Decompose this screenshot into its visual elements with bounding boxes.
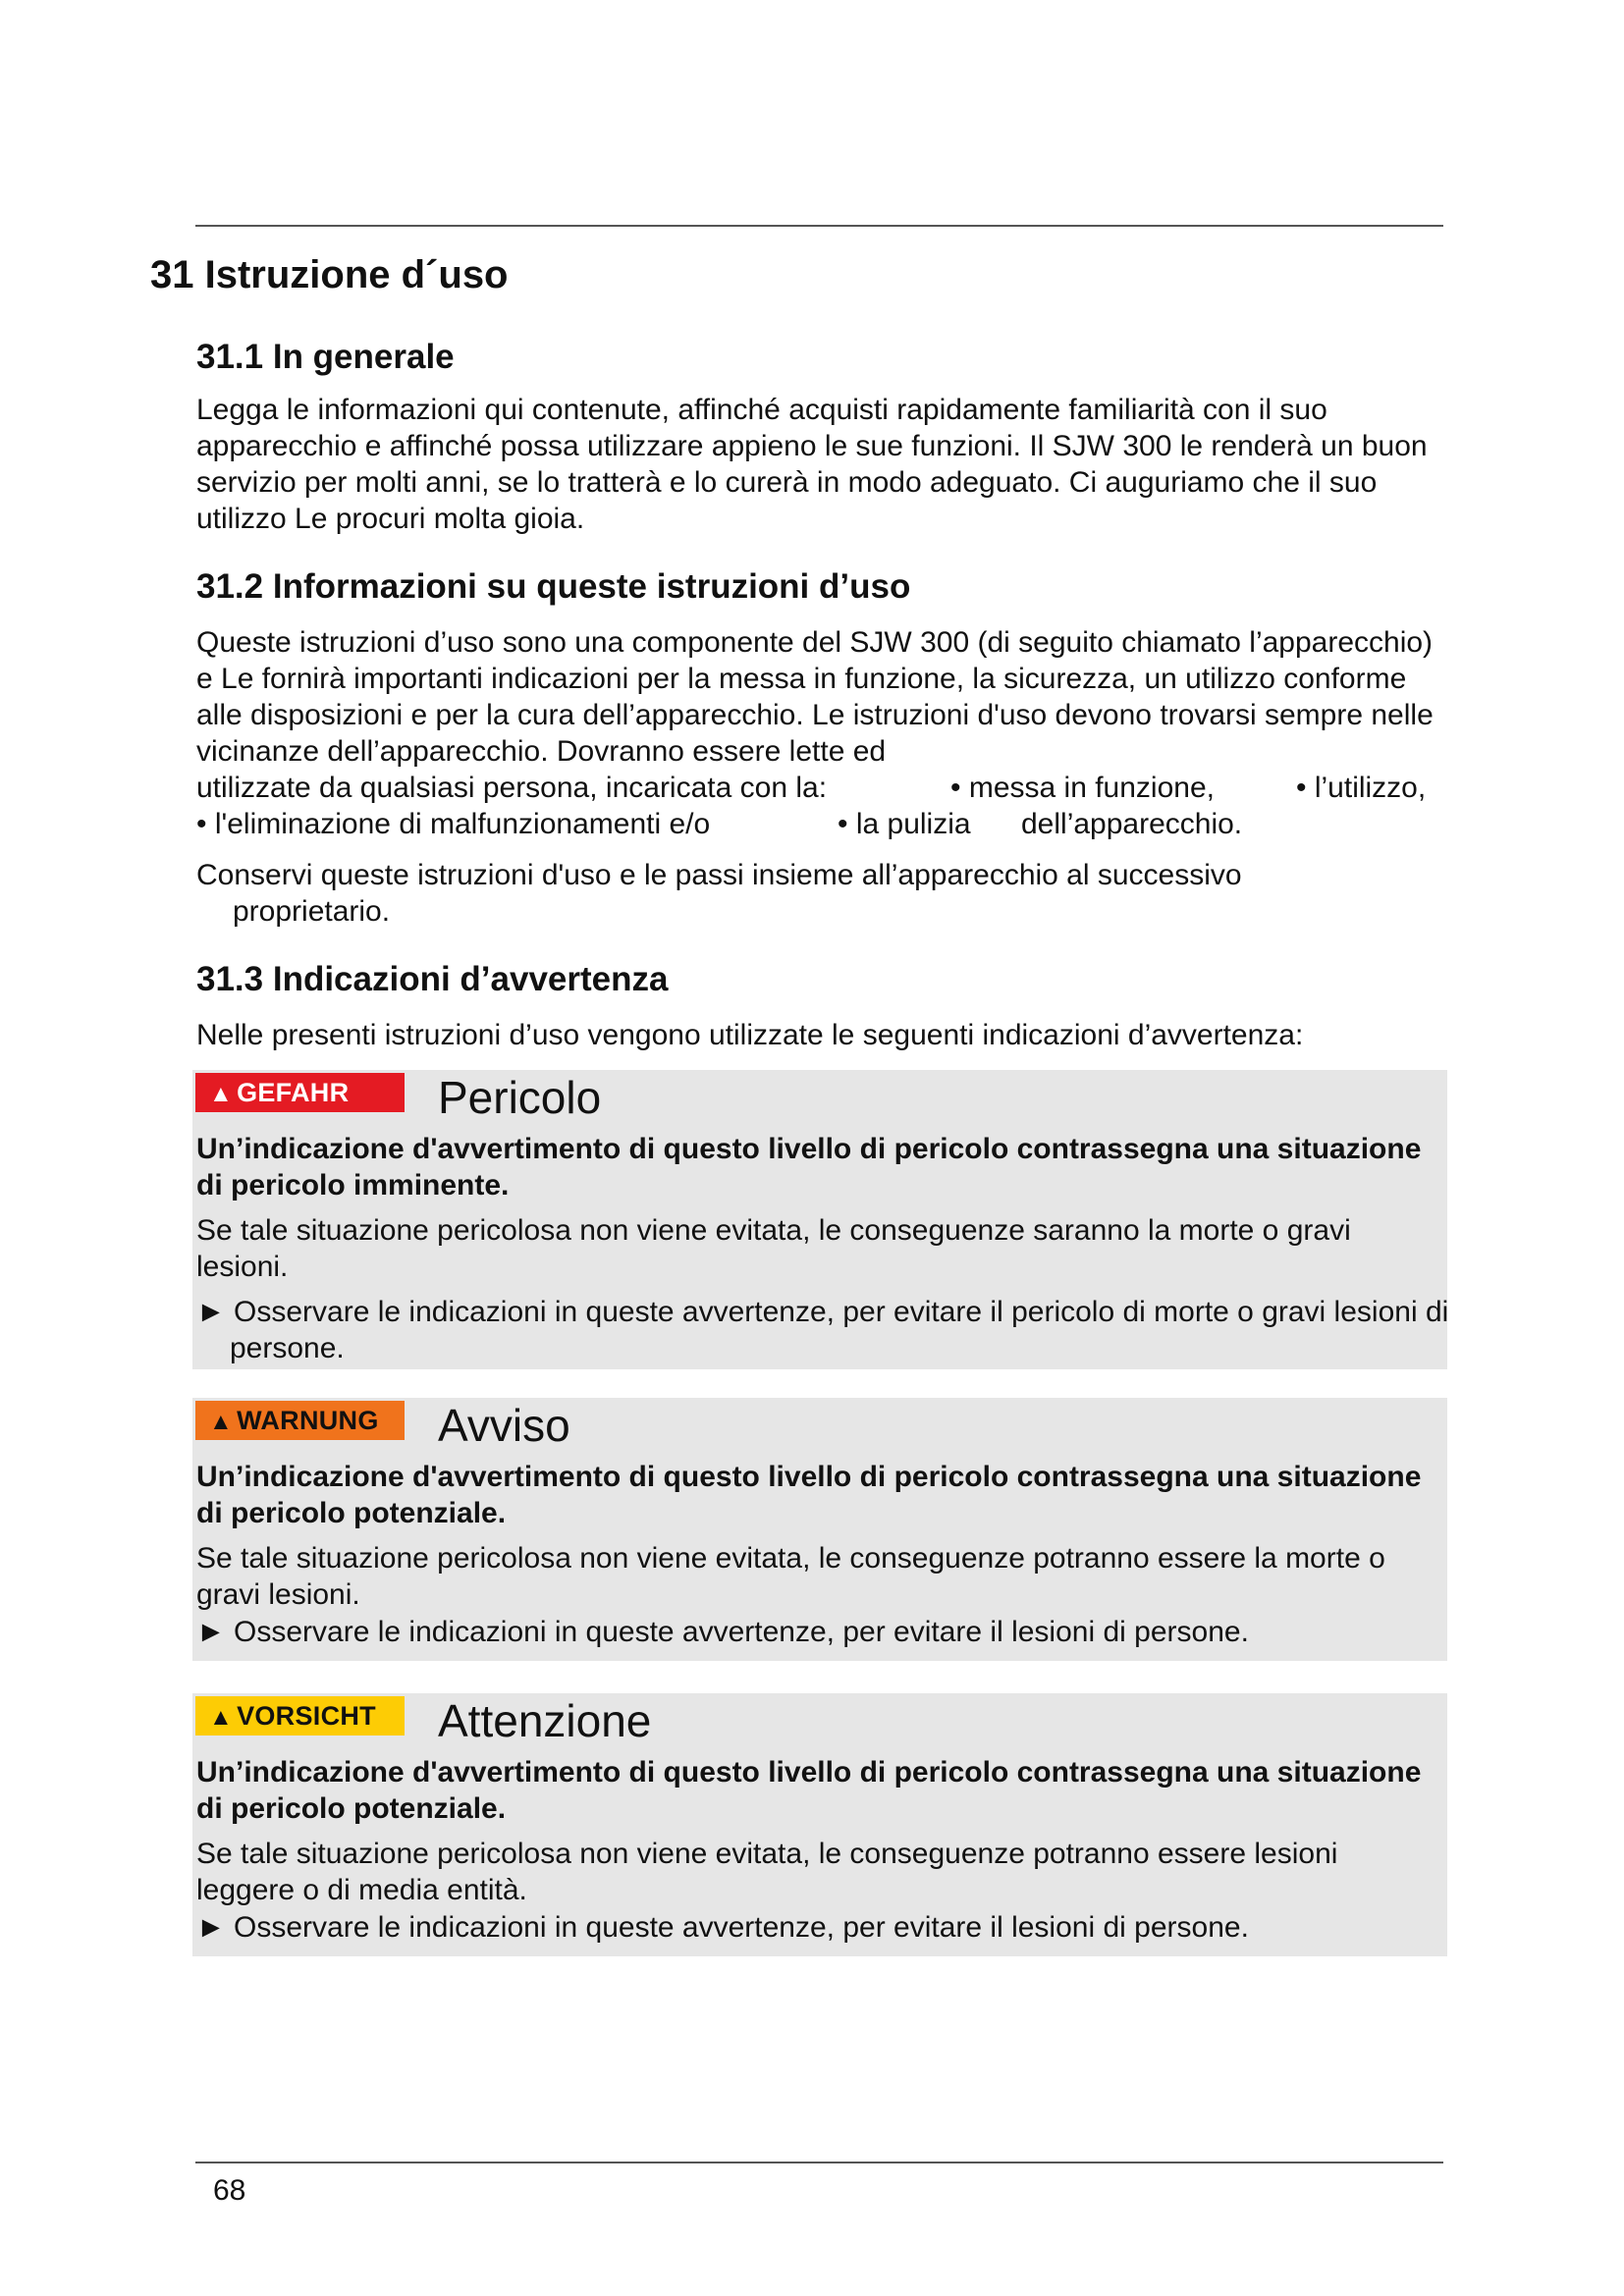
warning-title: Avviso (438, 1400, 570, 1451)
warning-consequence: Se tale situazione pericolosa non viene evitata, le conseguenze potranno essere lesioni leggere o di media entità. (196, 1838, 1338, 1906)
closing-note-cont: proprietario. (233, 895, 391, 928)
warning-consequence: Se tale situazione pericolosa non viene evitata, le conseguenze saranno la morte o gravi lesioni. (196, 1214, 1351, 1283)
list-item: • messa in funzione, (950, 772, 1215, 804)
list-item: • l'eliminazione di malfunzionamenti e/o (196, 808, 711, 840)
badge-label: VORSICHT (237, 1701, 376, 1731)
warning-badge-danger (195, 1073, 405, 1112)
warning-triangle-icon: ▲ (209, 1704, 234, 1731)
warning-summary: Un’indicazione d'avvertimento di questo livello di pericolo contrassegna una situazione di pericolo potenziale. (196, 1756, 1422, 1825)
warning-badge-warning (195, 1401, 405, 1440)
warning-title: Pericolo (438, 1072, 602, 1123)
page-number: 68 (213, 2174, 246, 2207)
list-intro: utilizzate da qualsiasi persona, incaricata con la: (196, 772, 828, 804)
warnings-intro: Nelle presenti istruzioni d’uso vengono utilizzate le seguenti indicazioni d’avvertenza: (196, 1019, 1304, 1051)
section-title-warnings: 31.3 Indicazioni d’avvertenza (196, 960, 669, 998)
footer-rule (195, 2162, 1443, 2163)
list-item: • l’utilizzo, (1296, 772, 1427, 804)
warning-badge-caution (195, 1696, 405, 1735)
section-body-instructions-info: Queste istruzioni d’uso sono una componente del SJW 300 (di seguito chiamato l’apparecchio) e Le fornirà importanti indicazioni per la messa in funzione, la sicurezza, un utilizzo conforme alle disposizioni e per la cura dell’apparecchio. Le istruzioni d'uso devono trovarsi sempre nelle vicinanze dell’apparecchio. Dovranno essere lette ed (196, 626, 1434, 768)
badge-label: GEFAHR (237, 1078, 350, 1107)
warning-action: ► Osservare le indicazioni in queste avvertenze, per evitare il lesioni di persone. (196, 1616, 1249, 1648)
warning-box-caution (192, 1693, 1447, 1956)
header-rule (195, 225, 1443, 227)
warning-triangle-icon: ▲ (209, 1409, 234, 1435)
warning-summary: Un’indicazione d'avvertimento di questo livello di pericolo contrassegna una situazione di pericolo imminente. (196, 1133, 1422, 1201)
chapter-title: 31 Istruzione d´uso (150, 253, 509, 296)
badge-label: WARNUNG (237, 1406, 379, 1435)
warning-consequence: Se tale situazione pericolosa non viene evitata, le conseguenze potranno essere la morte o gravi lesioni. (196, 1542, 1385, 1611)
warning-action: ► Osservare le indicazioni in queste avvertenze, per evitare il lesioni di persone. (196, 1911, 1249, 1944)
warning-summary: Un’indicazione d'avvertimento di questo livello di pericolo contrassegna una situazione di pericolo potenziale. (196, 1461, 1422, 1529)
warning-box-warning (192, 1398, 1447, 1661)
closing-note: Conservi queste istruzioni d'uso e le passi insieme all’apparecchio al successivo (196, 859, 1242, 891)
warning-action: ► Osservare le indicazioni in queste avvertenze, per evitare il pericolo di morte o gravi lesioni di persone. (196, 1296, 1449, 1364)
warning-title: Attenzione (438, 1695, 652, 1746)
section-body-general: Legga le informazioni qui contenute, affinché acquisti rapidamente familiarità con il suo apparecchio e affinché possa utilizzare appieno le sue funzioni. Il SJW 300 le renderà un buon servizio per molti anni, se lo tratterà e lo curerà in modo adeguato. Ci auguriamo che il suo utilizzo Le procuri molta gioia. (196, 394, 1428, 535)
section-title-instructions-info: 31.2 Informazioni su queste istruzioni d’uso (196, 567, 911, 606)
list-item: dell’apparecchio. (1021, 808, 1243, 840)
warning-box-danger (192, 1070, 1447, 1369)
list-item: • la pulizia (838, 808, 971, 840)
section-title-general: 31.1 In generale (196, 338, 455, 376)
warning-triangle-icon: ▲ (209, 1081, 234, 1107)
